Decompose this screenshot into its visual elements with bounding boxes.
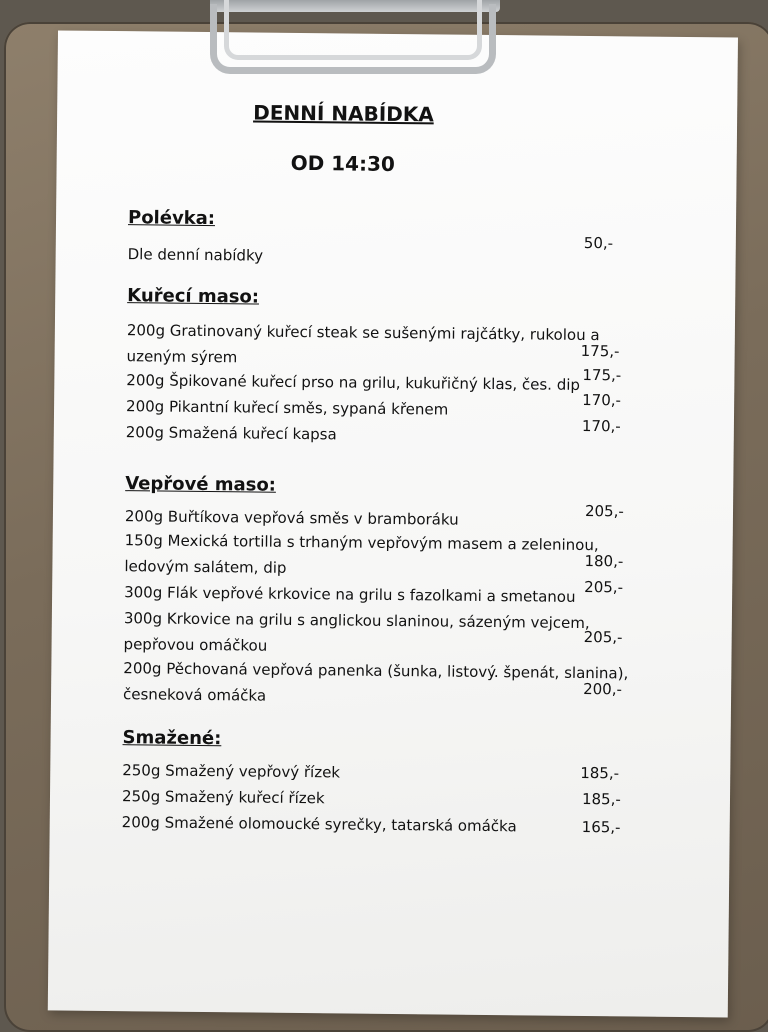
soup-item-text: Dle denní nabídky: [127, 245, 264, 265]
chicken-item-1-line2: uzeným sýrem: [126, 347, 238, 367]
fried-item-1-text: 250g Smažený vepřový řízek: [122, 761, 341, 782]
chicken-item-4-price: 170,-: [581, 416, 621, 436]
chicken-item-2-text: 200g Špikované kuřecí prso na grilu, kukuřičný klas, čes. dip: [126, 371, 581, 394]
pork-item-1-price: 205,-: [584, 501, 624, 521]
fried-item-1-price: 185,-: [580, 763, 620, 783]
fried-item-2-price: 185,-: [581, 789, 621, 809]
section-fried-heading: Smažené:: [122, 727, 222, 750]
pork-item-2-line2: ledovým salátem, dip: [124, 557, 287, 577]
pork-item-4-line2: pepřovou omáčkou: [123, 635, 268, 655]
pork-item-4-line1: 300g Krkovice na grilu s anglickou slaninou, sázeným vejcem,: [123, 609, 590, 633]
soup-item-price: 50,-: [583, 233, 614, 253]
clip-wire-inner: [224, 0, 482, 60]
section-soup-heading: Polévka:: [127, 207, 216, 230]
chicken-item-1-line1: 200g Gratinovaný kuřecí steak se sušenými rajčátky, rukolou a: [126, 321, 600, 345]
menu-time: OD 14:30: [290, 150, 395, 176]
pork-item-4-price: 205,-: [583, 627, 623, 647]
section-pork-heading: Vepřové maso:: [125, 473, 277, 496]
fried-item-3-price: 165,-: [581, 817, 621, 837]
pork-item-3-text: 300g Flák vepřové krkovice na grilu s fazolkami a smetanou: [124, 583, 576, 606]
fried-item-2-text: 250g Smažený kuřecí řízek: [121, 787, 325, 808]
pork-item-1-text: 200g Buřtíkova vepřová směs v bramboráku: [124, 507, 459, 529]
pork-item-2-price: 180,-: [584, 551, 624, 571]
menu-sheet: [48, 30, 738, 1017]
pork-item-5-line1: 200g Pěchovaná vepřová panenka (šunka, listový. špenát, slanina),: [123, 659, 629, 683]
chicken-item-2-price: 175,-: [582, 365, 622, 385]
pork-item-5-price: 200,-: [583, 679, 623, 699]
chicken-item-3-text: 200g Pikantní kuřecí směs, sypaná křenem: [125, 397, 449, 419]
pork-item-5-line2: česneková omáčka: [122, 685, 267, 705]
chicken-item-1-price: 175,-: [580, 341, 620, 361]
chicken-item-4-text: 200g Smažená kuřecí kapsa: [125, 423, 337, 444]
section-chicken-heading: Kuřecí maso:: [127, 285, 260, 308]
fried-item-3-text: 200g Smažené olomoucké syrečky, tatarská omáčka: [121, 813, 517, 836]
menu-title: DENNÍ NABÍDKA: [253, 100, 434, 127]
metal-clip: [210, 0, 500, 78]
pork-item-2-line1: 150g Mexická tortilla s trhaným vepřovým masem a zeleninou,: [124, 531, 599, 555]
pork-item-3-price: 205,-: [584, 577, 624, 597]
chicken-item-3-price: 170,-: [582, 390, 622, 410]
